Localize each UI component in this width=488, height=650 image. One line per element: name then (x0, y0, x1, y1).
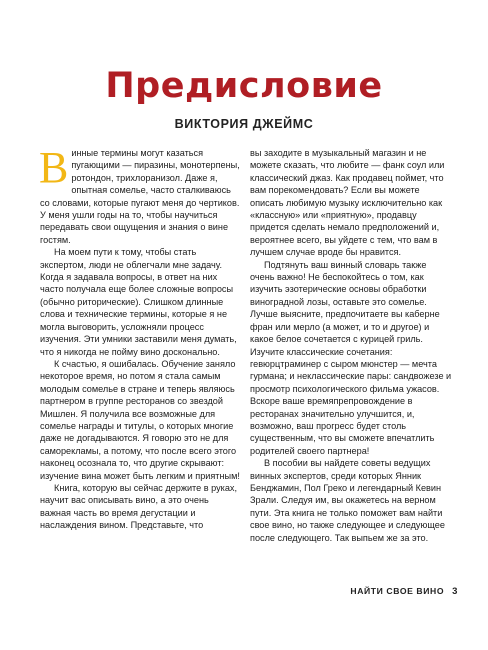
drop-cap: В (39, 143, 69, 192)
page-title: Предисловие (105, 66, 383, 106)
paragraph: Книга, которую вы сейчас держите в руках, научит вас описывать вино, а это очень важная часть во время дегустации и наслаждения вином. Представьте, что (40, 482, 238, 531)
paragraph (39, 143, 242, 246)
right-column (250, 147, 452, 544)
paragraph: На моем пути к тому, чтобы стать экспертом, люди не облегчали мне задачу. Когда я задавала вопросы, в ответ на них часто получала еще более сложные вопросы (обычно риторические). Слишком длинные слова и технические термины, которые я не могла выговорить, усложняли процесс изучения. Эти умники заставили меня думать, что я никогда не пойму вино досконально. (40, 247, 237, 357)
author-name: ВИКТОРИЯ ДЖЕЙМС (174, 117, 314, 131)
paragraph: В пособии вы найдете советы ведущих винных экспертов, среди которых Янник Бенджамин, Пол Греко и легендарный Кевин Зрали. Следуя им, вы окажетесь на верном пути. Эта книга не только поможет вам найти свое вино, но также следующее и следующее после следующего. Так выпьем же за это. (250, 458, 445, 543)
paragraph: вы заходите в музыкальный магазин и не можете сказать, что любите — фанк соул или классический джаз. Как продавец поймет, что вам порекомендовать? Если вы можете описать любимую музыку исключительно как «классную» или «приятную», продавцу придется сделать немало предположений и, вероятнее всего, вы уйдете с тем, что вам в лучшем случае вроде бы нравится. (250, 148, 445, 258)
page-number: 3 (452, 586, 458, 597)
paragraph-text: инные термины могут казаться пугающими — пиразины, монотерпены, ротондон, трихлоранизол. Даже я, опытная сомелье, часто сталкиваюсь со словами, которые пугают меня до чертиков. У меня ушли годы на то, чтобы научиться передавать свои ощущения и знания о вине гостям. (40, 148, 240, 245)
page-footer (350, 585, 458, 598)
paragraph: Подтянуть ваш винный словарь также очень важно! Не беспокойтесь о том, как изучить эзотерические основы обработки виноградной лозы, оставьте это сомелье. Лучше выясните, предпочитаете вы каберне фран или мерло (а может, и то и другое) и какое белое сочетается с курицей гриль. Изучите классические сочетания: гевюрцтраминер с сыром мюнстер — мечта гурмана; и неклассические пары: сандвожезе и просмотр психологического фильма ужасов. Вскоре ваше времяпрепровождение в ресторанах значительно улучшится, и, возможно, ваш прогресс будет столь существенным, что вы сможете впечатлить родителей своего партнера! (250, 259, 452, 456)
paragraph: К счастью, я ошибалась. Обучение заняло некоторое время, но потом я стала самым молодым сомелье в стране и теперь являюсь партнером в группе ресторанов со звездой Мишлен. Я получила все возможные для сомелье награды и титулы, о которых многие даже не догадываются. Я говорю это не для саморекламы, а потому, что после всего этого наконец осознала то, что другие скрывают: изучение вина может быть легким и приятным! (40, 358, 240, 481)
footer-section-title: НАЙТИ СВОЕ ВИНО (350, 586, 445, 596)
left-column (39, 143, 242, 532)
